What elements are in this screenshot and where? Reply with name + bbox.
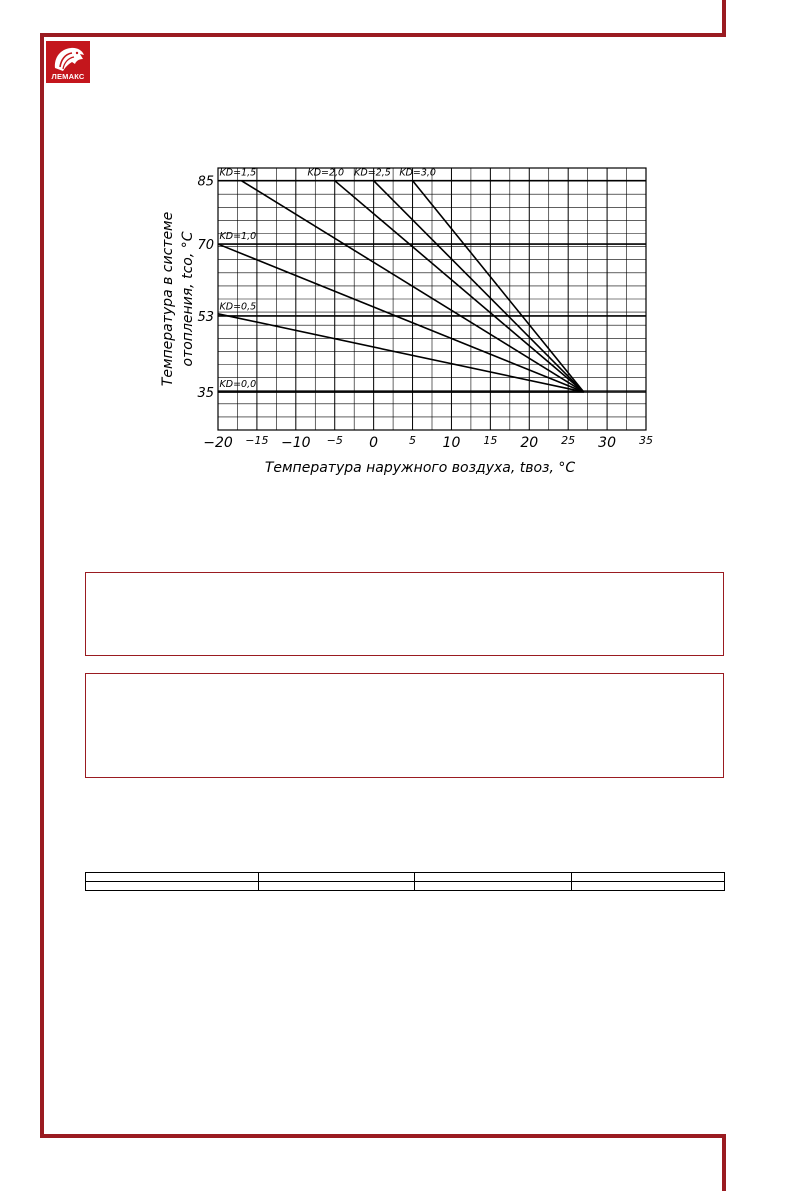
curve-label: KD=2,5: [354, 167, 391, 179]
table-cell: [572, 882, 725, 891]
table-cell: [86, 882, 259, 891]
y-ticks: [197, 175, 214, 401]
page-frame-bottom-stub: [722, 1134, 726, 1191]
page-frame-left: [40, 33, 44, 1138]
x-tick-label: 35: [639, 434, 653, 447]
y-tick-label: 53: [197, 309, 214, 325]
page-frame-top: [40, 33, 726, 37]
table-cell: [259, 873, 415, 882]
heating-curve-chart: [150, 160, 670, 490]
x-tick-label: 20: [520, 435, 539, 451]
curve-label: KD=1,5: [219, 167, 257, 179]
curve-label: KD=3,0: [399, 167, 436, 179]
x-tick-label: 30: [598, 435, 617, 451]
y-axis-label-line2: отопления, tсо, °С: [180, 231, 196, 367]
table-cell: [259, 882, 415, 891]
lion-head-icon: [46, 41, 90, 73]
y-tick-label: 85: [197, 174, 214, 190]
notice-box-2: [85, 673, 724, 778]
x-tick-label: 15: [483, 434, 498, 447]
x-tick-label: −10: [281, 435, 311, 451]
x-tick-label: 10: [442, 435, 461, 451]
data-table: [85, 872, 725, 891]
x-tick-label: 5: [409, 434, 417, 447]
notice-box-1: [85, 572, 724, 656]
brand-logo-text: ЛЕМАКС: [51, 72, 85, 81]
table-cell: [415, 882, 572, 891]
y-tick-label: 35: [197, 385, 214, 401]
x-tick-label: 25: [561, 434, 576, 447]
page-frame-bottom: [40, 1134, 726, 1138]
table-cell: [415, 873, 572, 882]
curve-label: KD=0,5: [219, 301, 257, 313]
brand-logo: [46, 41, 90, 83]
table-row: [86, 873, 725, 882]
table-cell: [572, 873, 725, 882]
x-axis-label: Температура наружного воздуха, tвоз, °С: [264, 460, 576, 476]
x-tick-label: −15: [245, 434, 269, 447]
x-tick-label: −20: [203, 435, 233, 451]
curve-label: KD=2,0: [307, 167, 345, 179]
x-ticks: [203, 434, 653, 451]
x-tick-label: 0: [369, 435, 379, 451]
curve-label: KD=0,0: [219, 378, 257, 390]
curve-label: KD=1,0: [219, 230, 257, 242]
x-tick-label: −5: [326, 434, 343, 447]
page-frame-top-stub: [722, 0, 726, 37]
y-tick-label: 70: [197, 238, 214, 254]
table-row: [86, 882, 725, 891]
y-axis-label-line1: Температура в системе: [160, 211, 176, 387]
table-cell: [86, 873, 259, 882]
